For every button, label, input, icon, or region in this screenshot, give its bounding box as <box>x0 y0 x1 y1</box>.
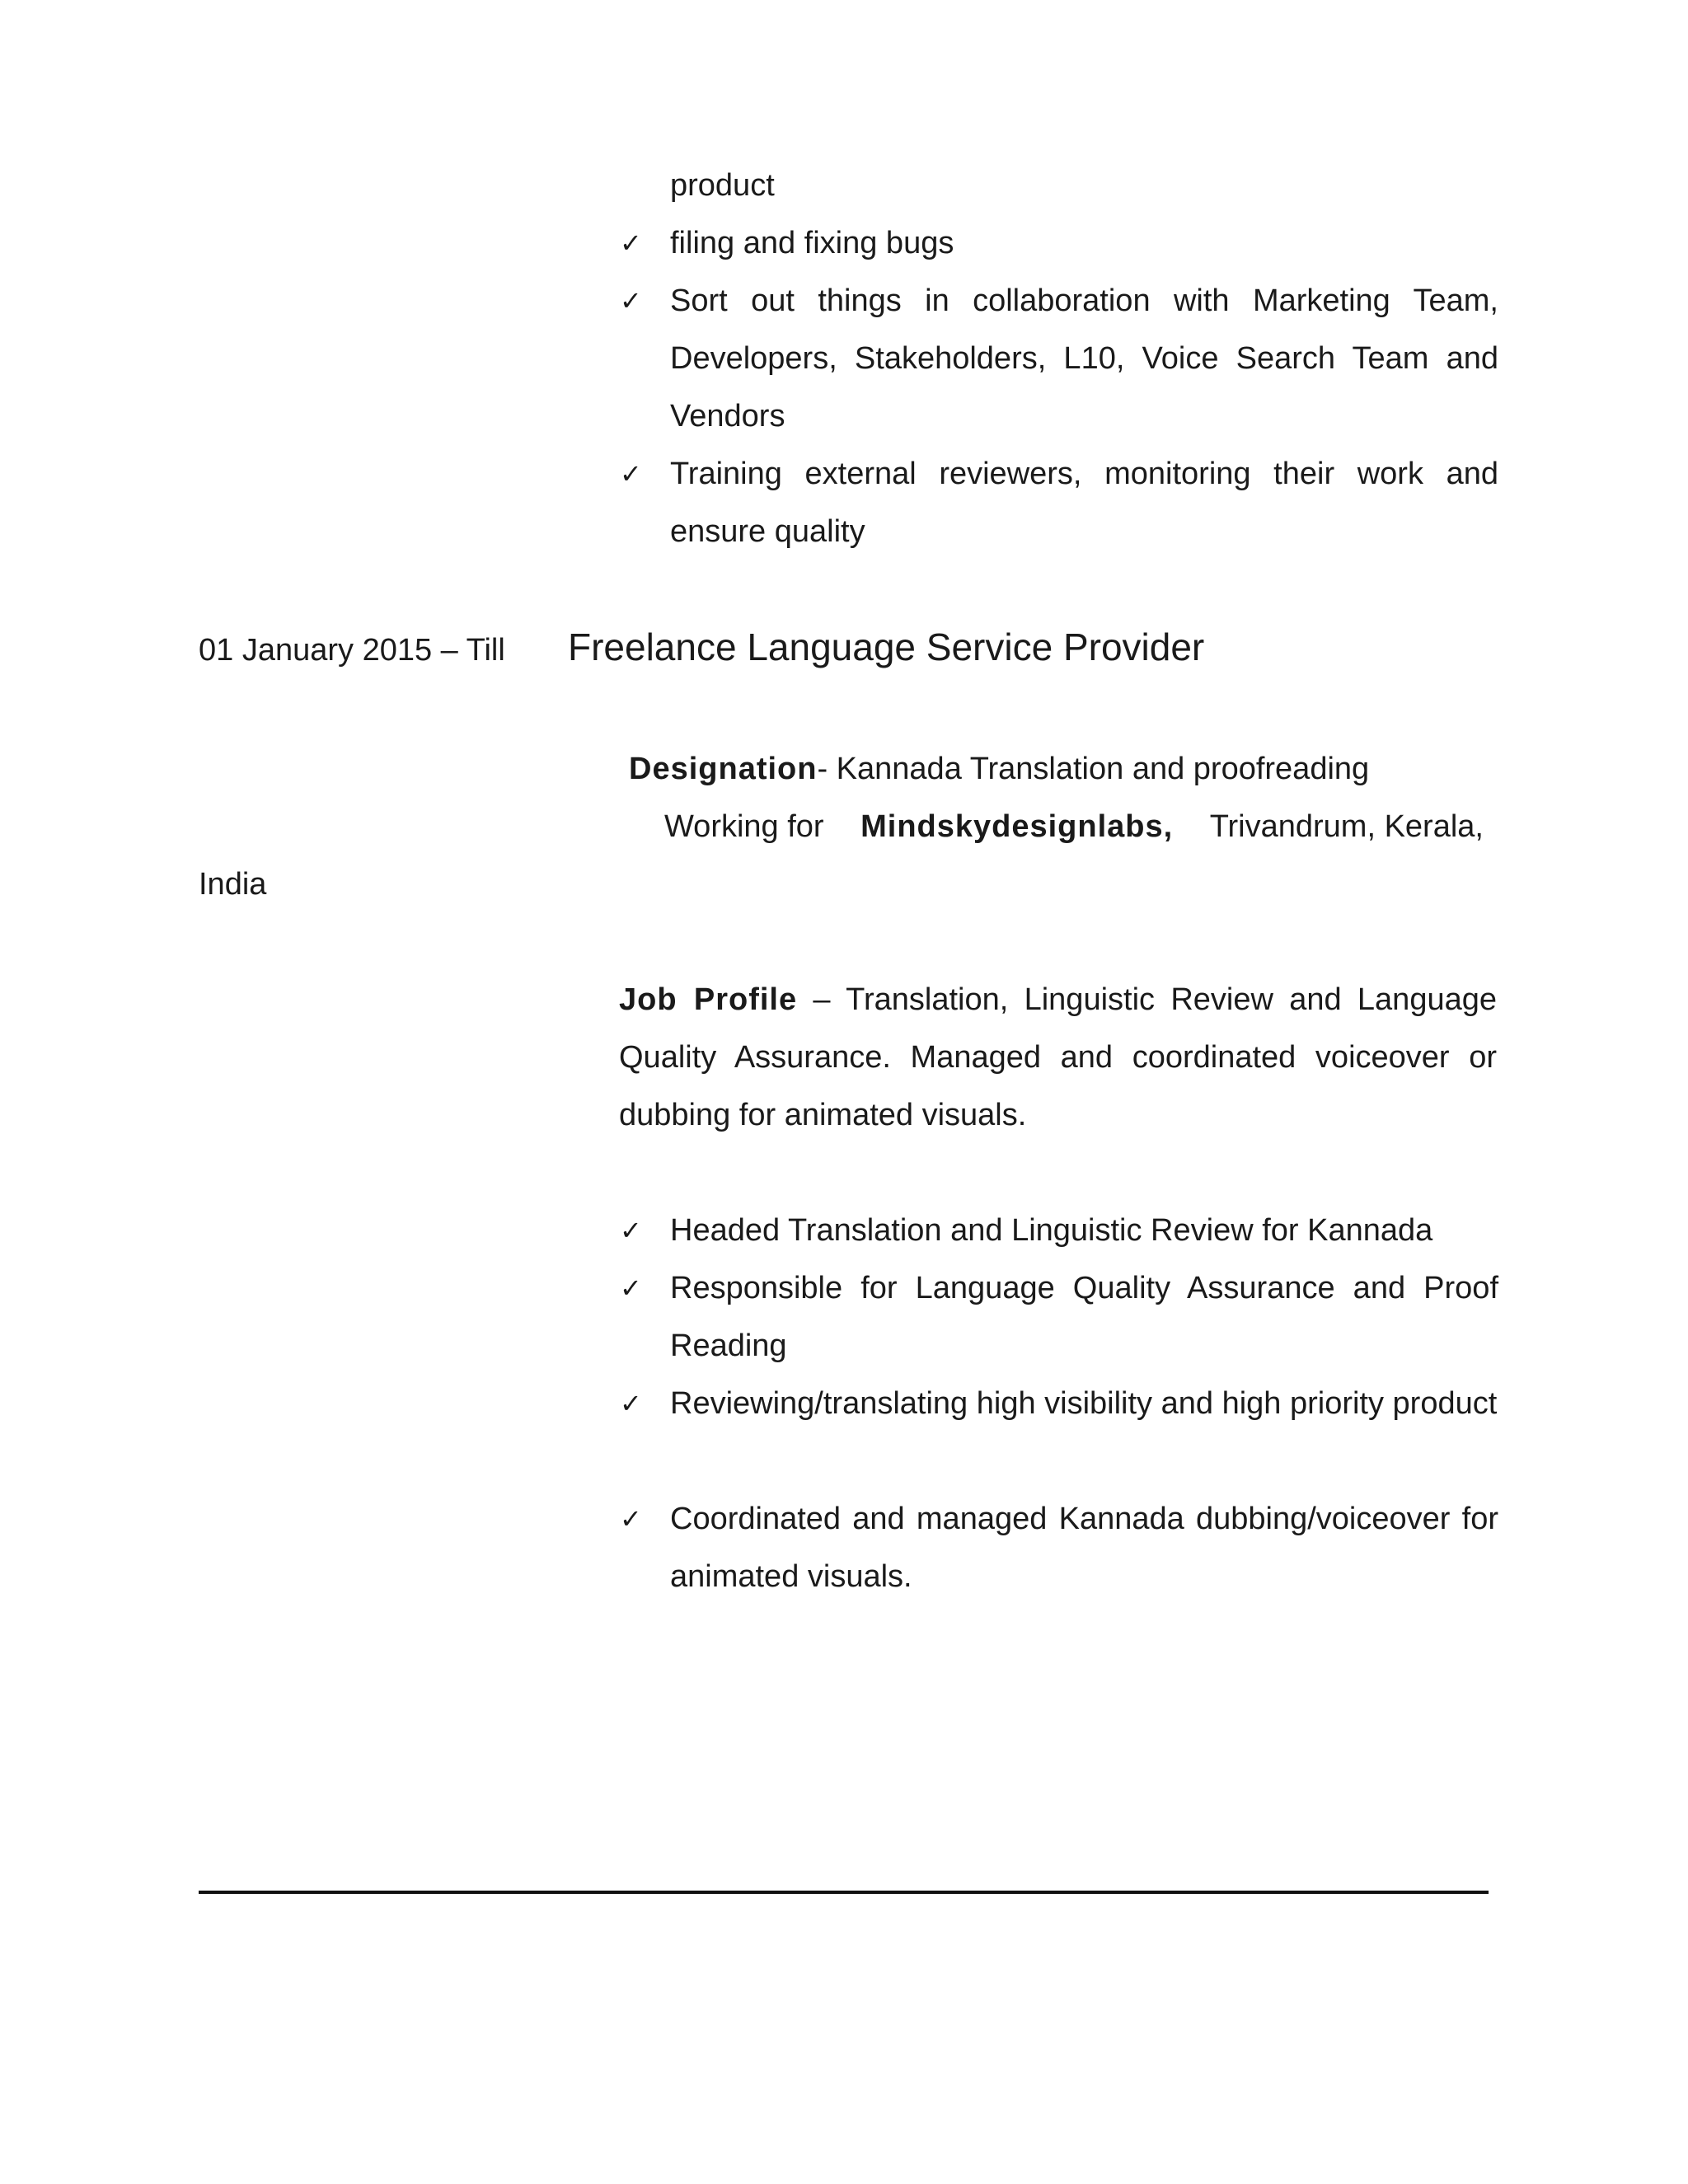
check-mark-icon: ✓ <box>620 1272 642 1304</box>
company-location: Trivandrum, Kerala, <box>1209 809 1484 844</box>
bullet-text: Responsible for Language Quality Assurance and Proof Reading <box>670 1271 1498 1363</box>
company-location-cont: India <box>199 867 267 902</box>
employer-line <box>664 798 1484 855</box>
check-mark-icon: ✓ <box>620 227 642 259</box>
bullet-text: Sort out things in collaboration with Marketing Team, Developers, Stakeholders, L10, Voice Search Team and Vendors <box>670 284 1498 434</box>
job-period: 01 January 2015 – Till <box>199 633 505 668</box>
check-mark-icon: ✓ <box>620 1215 642 1246</box>
check-mark-icon: ✓ <box>620 458 642 490</box>
check-mark-icon: ✓ <box>620 285 642 316</box>
job-title: Freelance Language Service Provider <box>568 626 1205 668</box>
designation-value: - Kannada Translation and proofreading <box>817 752 1370 786</box>
job-profile-label: Job Profile <box>619 982 798 1017</box>
working-for-prefix: Working for <box>664 809 824 844</box>
check-mark-icon: ✓ <box>620 1388 642 1419</box>
bullet-text: Reviewing/translating high visibility and high priority product <box>670 1386 1498 1421</box>
bullet-text: filing and fixing bugs <box>670 226 954 260</box>
designation-label: Designation <box>629 752 818 786</box>
job-profile-paragraph <box>619 971 1497 1144</box>
continued-text: product <box>670 168 775 203</box>
bullet-text: Coordinated and managed Kannada dubbing/voiceover for animated visuals. <box>670 1502 1498 1594</box>
designation-line <box>629 740 1369 798</box>
check-mark-icon: ✓ <box>620 1503 642 1535</box>
section-divider <box>199 1891 1489 1894</box>
job-profile-text: – Translation, Linguistic Review and Language Quality Assurance. Managed and coordinated voiceover or dubbing for animated visuals. <box>619 982 1497 1132</box>
company-name: Mindskydesignlabs, <box>860 809 1174 844</box>
bullet-text: Training external reviewers, monitoring their work and ensure quality <box>670 457 1498 549</box>
bullet-text: Headed Translation and Linguistic Review for Kannada <box>670 1213 1433 1248</box>
